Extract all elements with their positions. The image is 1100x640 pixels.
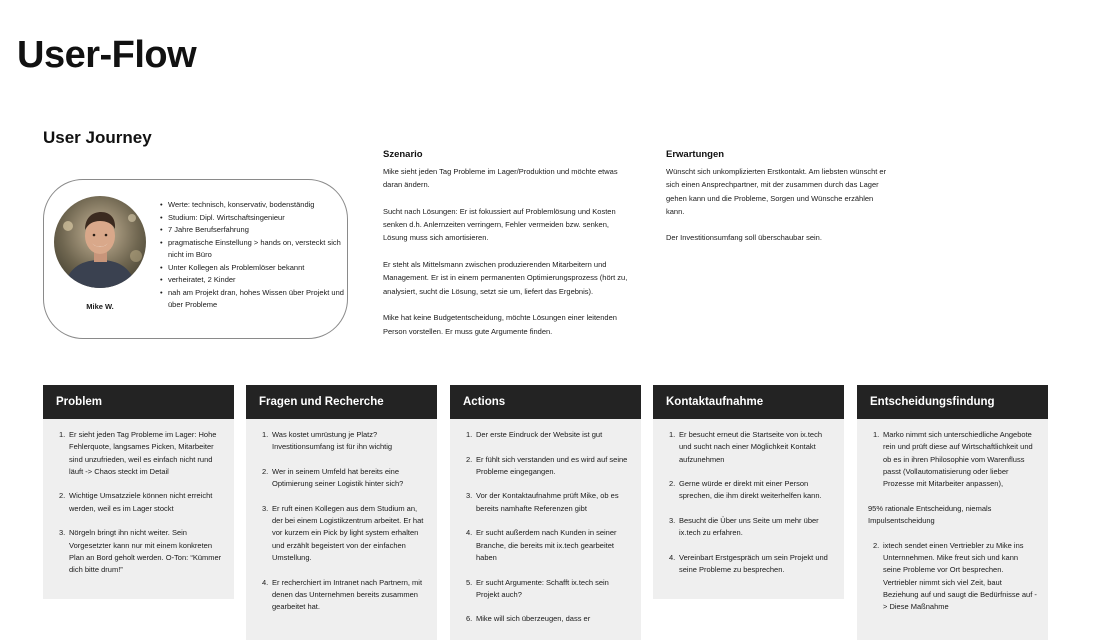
list-item bbox=[466, 429, 631, 441]
item-number: 1. bbox=[59, 430, 66, 439]
persona-traits-list bbox=[160, 199, 345, 312]
item-number: 1. bbox=[262, 430, 269, 439]
card-title: Entscheidungsfindung bbox=[857, 385, 1048, 419]
card-list bbox=[262, 429, 427, 613]
item-number: 5. bbox=[466, 577, 473, 587]
expectations-paragraph: Der Investitionsumfang soll überschaubar sein. bbox=[666, 233, 822, 243]
scenario-paragraph: Mike hat keine Budgetentscheidung, möchte Lösungen einer leitenden Person vorstellen. Er muss gute Argumente finden. bbox=[383, 313, 617, 336]
item-text: Besucht die Über uns Seite um mehr über ix.tech zu erfahren. bbox=[679, 516, 819, 538]
item-number: 3. bbox=[466, 491, 473, 501]
persona-trait: • Studium: Dipl. Wirtschaftsingenieur bbox=[160, 212, 345, 225]
item-number: 3. bbox=[669, 516, 676, 526]
card-title: Problem bbox=[43, 385, 234, 419]
scenario-heading: Szenario bbox=[383, 149, 423, 160]
item-text: Er fühlt sich verstanden und es wird auf seine Probleme eingegangen. bbox=[476, 454, 628, 476]
item-text: Er sucht Argumente: Schafft ix.tech sein Projekt auch? bbox=[476, 577, 609, 599]
list-item bbox=[466, 527, 631, 564]
item-number: 6. bbox=[466, 614, 473, 624]
card-research bbox=[246, 385, 437, 640]
list-item bbox=[669, 552, 834, 577]
scenario-paragraph: Mike sieht jeden Tag Probleme im Lager/Produktion und möchte etwas daran ändern. bbox=[383, 167, 618, 190]
item-number: 2. bbox=[669, 479, 676, 489]
item-text: Was kostet umrüstung je Platz? Investitionsumfang ist für ihn wichtig bbox=[272, 430, 393, 452]
user-journey-title: User Journey bbox=[43, 128, 152, 147]
persona-trait: • Werte: technisch, konservativ, bodenständig bbox=[160, 199, 345, 212]
list-item bbox=[262, 429, 427, 454]
page-title: User-Flow bbox=[17, 34, 197, 76]
item-number: 3. bbox=[59, 528, 66, 538]
item-text: ixtech sendet einen Vertriebler zu Mike ins Unternnehmen. Mike freut sich und kann seine Probleme vor Ort besprechen. Vertriebler nimmt sich viel Zeit, baut Beziehung auf und saugt die Bedürfnisse auf -> Diese Maßnahme bbox=[883, 540, 1037, 612]
item-number: 4. bbox=[262, 577, 269, 587]
persona-card bbox=[43, 179, 348, 339]
persona-trait: • Unter Kollegen als Problemlöser bekannt bbox=[160, 262, 345, 275]
card-list bbox=[669, 429, 834, 577]
expectations-section bbox=[666, 149, 891, 258]
list-item bbox=[466, 490, 631, 515]
list-item bbox=[669, 515, 834, 540]
card-problem bbox=[43, 385, 234, 599]
list-item bbox=[59, 429, 224, 478]
list-item bbox=[669, 429, 834, 466]
card-contact bbox=[653, 385, 844, 599]
item-number: 1. bbox=[669, 430, 676, 439]
list-item bbox=[466, 613, 631, 625]
card-decision bbox=[857, 385, 1048, 640]
item-text: Marko nimmt sich unterschiedliche Angebote rein und prüft diese auf Wirtschaftlichkeit und ob es in ihren Philosophie vom Warenfluss passt (Vollautomatisierung oder lieber Prozesse mit Mitarbeiter anpassen), bbox=[883, 430, 1033, 489]
list-item bbox=[59, 527, 224, 576]
item-text: Er ruft einen Kollegen aus dem Studium an, der bei einem Logistikzentrum arbeitet. Er hat vor kurzem ein Pick by light system erhalten und erzählt begeistert von der einfachen Umstellung. bbox=[272, 503, 424, 562]
item-number: 1. bbox=[466, 430, 473, 439]
item-text: Der erste Eindruck der Website ist gut bbox=[476, 430, 603, 439]
item-text: Vor der Kontaktaufnahme prüft Mike, ob es bereits namhafte Referenzen gibt bbox=[476, 491, 619, 513]
item-text: Er sieht jeden Tag Probleme im Lager: Hohe Fehlerquote, langsames Picken, Mitarbeiter sind unzufrieden, weil es einfach nicht rund läuft -> Chaos steckt im Detail bbox=[69, 430, 217, 476]
item-number: 2. bbox=[873, 540, 880, 550]
persona-trait: • pragmatische Einstellung > hands on, versteckt sich nicht im Büro bbox=[160, 237, 345, 262]
item-number: 1. bbox=[873, 430, 880, 439]
item-text: Er recherchiert im Intranet nach Partnern, mit denen das Unternehmen bereits zusammen gearbeitet hat. bbox=[272, 577, 423, 612]
persona-trait: • 7 Jahre Berufserfahrung bbox=[160, 224, 345, 237]
expectations-heading: Erwartungen bbox=[666, 149, 725, 160]
item-number: 4. bbox=[669, 552, 676, 562]
card-list bbox=[59, 429, 224, 577]
list-item bbox=[669, 478, 834, 503]
persona-trait: • verheiratet, 2 Kinder bbox=[160, 274, 345, 287]
scenario-section bbox=[383, 149, 628, 351]
card-title: Fragen und Recherche bbox=[246, 385, 437, 419]
list-item bbox=[873, 429, 1038, 490]
item-text: Vereinbart Erstgespräch um sein Projekt und seine Probleme zu besprechen. bbox=[679, 552, 828, 575]
persona-trait: • nah am Projekt dran, hohes Wissen über Projekt und über Probleme bbox=[160, 287, 345, 312]
item-number: 3. bbox=[262, 503, 269, 513]
scenario-paragraph: Er steht als Mittelsmann zwischen produzierenden Mitarbeitern und Management. Er ist in einem permanenten Optimierungsprozess (hört zu, analysiert, sucht die Lösung, setzt sie um, liefert das Ergebnis). bbox=[383, 260, 628, 296]
item-text: Mike will sich überzeugen, dass er bbox=[476, 614, 591, 624]
card-title: Kontaktaufnahme bbox=[653, 385, 844, 419]
list-item bbox=[59, 490, 224, 515]
scenario-paragraph: Sucht nach Lösungen: Er ist fokussiert auf Problemlösung und Kosten senken d.h. Anlernzeiten verringern, Fehler vermeiden bzw. senken, Lösung muss sich amortisieren. bbox=[383, 206, 616, 243]
item-number: 2. bbox=[262, 466, 269, 476]
persona-name: Mike W. bbox=[86, 302, 114, 311]
item-text: Nörgeln bringt ihn nicht weiter. Sein Vorgesetzter kann nur mit einem konkreten Plan an Bord geholt werden. O-Ton: “Kümmer dich bitte drum!” bbox=[69, 528, 222, 575]
item-number: 2. bbox=[59, 491, 66, 501]
item-text: Gerne würde er direkt mit einer Person sprechen, die ihm direkt weiterhelfen kann. bbox=[679, 479, 822, 501]
item-number: 2. bbox=[466, 454, 473, 464]
card-title: Actions bbox=[450, 385, 641, 419]
expectations-paragraph: Wünscht sich unkomplizierten Erstkontakt. Am liebsten wünscht er sich einen Ansprechpartner, mit der zusammen durch das Lager gehen kann und die Probleme, Sorgen und Wünsche erzählen kann. bbox=[666, 167, 887, 216]
list-item bbox=[873, 540, 1038, 614]
item-text: Er besucht erneut die Startseite von ix.tech und sucht nach einer Möglichkeit Kontakt aufzunehmen bbox=[679, 430, 822, 464]
card-actions bbox=[450, 385, 641, 640]
item-text: Er sucht außerdem nach Kunden in seiner Branche, die bereits mit ix.tech gearbeitet haben bbox=[476, 528, 617, 562]
item-text: Wer in seinem Umfeld hat bereits eine Optimierung seiner Logistik hinter sich? bbox=[272, 466, 404, 489]
list-item bbox=[262, 503, 427, 564]
persona-avatar bbox=[54, 196, 146, 288]
card-list bbox=[873, 540, 1038, 614]
card-list bbox=[466, 429, 631, 626]
card-list bbox=[873, 429, 1038, 490]
list-item bbox=[262, 577, 427, 614]
decision-note: 95% rationale Entscheidung, niemals Impulsentscheidung bbox=[868, 503, 992, 526]
list-item bbox=[466, 454, 631, 479]
item-number: 4. bbox=[466, 528, 473, 538]
list-item bbox=[262, 466, 427, 491]
item-text: Wichtige Umsatzziele können nicht erreicht werden, weil es im Lager stockt bbox=[69, 491, 213, 513]
list-item bbox=[466, 577, 631, 602]
